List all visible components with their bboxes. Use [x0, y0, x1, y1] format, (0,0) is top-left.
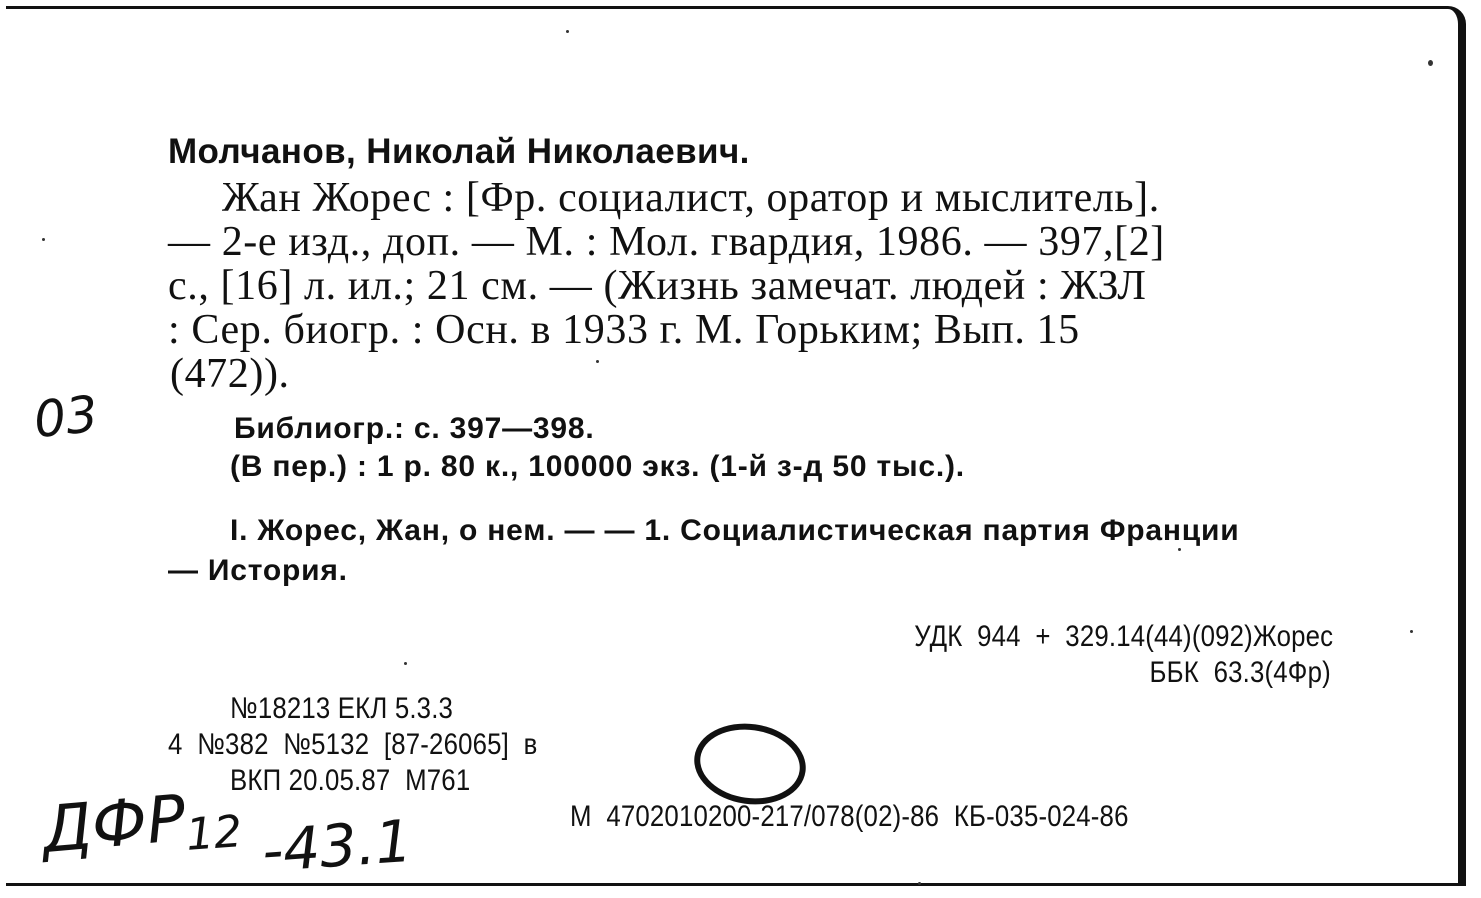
- udk-code: УДК 944 + 329.14(44)(092)Жорес: [913, 620, 1333, 653]
- description-line-5: (472)).: [170, 351, 290, 397]
- index-code: М 4702010200-217/078(02)-86 КБ-035-024-86: [570, 800, 1129, 833]
- service-line-1: №18213 ЕКЛ 5.3.3: [230, 692, 454, 725]
- service-line-2: 4 №382 №5132 [87-26065] в: [168, 728, 538, 761]
- scan-speck: [566, 30, 569, 33]
- subject-line-1: I. Жорес, Жан, о нем. — — 1. Социалистическая партия Франции: [230, 514, 1240, 547]
- subject-line-2: — История.: [168, 554, 348, 587]
- description-line-3: с., [16] л. ил.; 21 см. — (Жизнь замечат. людей : ЖЗЛ: [168, 263, 1147, 309]
- bibliography-note: Библиогр.: с. 397—398.: [234, 412, 595, 445]
- scan-speck: [1178, 548, 1181, 551]
- author-heading: Молчанов, Николай Николаевич.: [168, 132, 750, 171]
- handwritten-shelf-number: -43.1: [259, 806, 415, 886]
- price-note: (В пер.) : 1 р. 80 к., 100000 экз. (1-й з-д 50 тыс.).: [230, 450, 965, 483]
- scan-speck: [42, 238, 45, 241]
- description-line-4: : Сер. биогр. : Осн. в 1933 г. М. Горьким; Вып. 15: [168, 307, 1080, 353]
- scan-speck: [918, 882, 921, 885]
- bbk-code: ББК 63.3(4Фр): [1149, 656, 1331, 689]
- scan-speck: [404, 662, 407, 665]
- handwritten-margin-mark: 03: [31, 384, 101, 450]
- scan-speck: [596, 360, 599, 363]
- description-line-2: — 2-е изд., доп. — М. : Мол. гвардия, 1986. — 397,[2]: [168, 219, 1165, 265]
- scan-speck: [1428, 60, 1433, 66]
- service-line-3: ВКП 20.05.87 М761: [230, 764, 471, 797]
- scan-speck: [1410, 630, 1413, 633]
- handwritten-shelf-subscript: 12: [184, 806, 244, 861]
- handwritten-shelf-mark: ДФР: [39, 781, 189, 869]
- description-line-1: Жан Жорес : [Фр. социалист, оратор и мыслитель].: [222, 175, 1160, 221]
